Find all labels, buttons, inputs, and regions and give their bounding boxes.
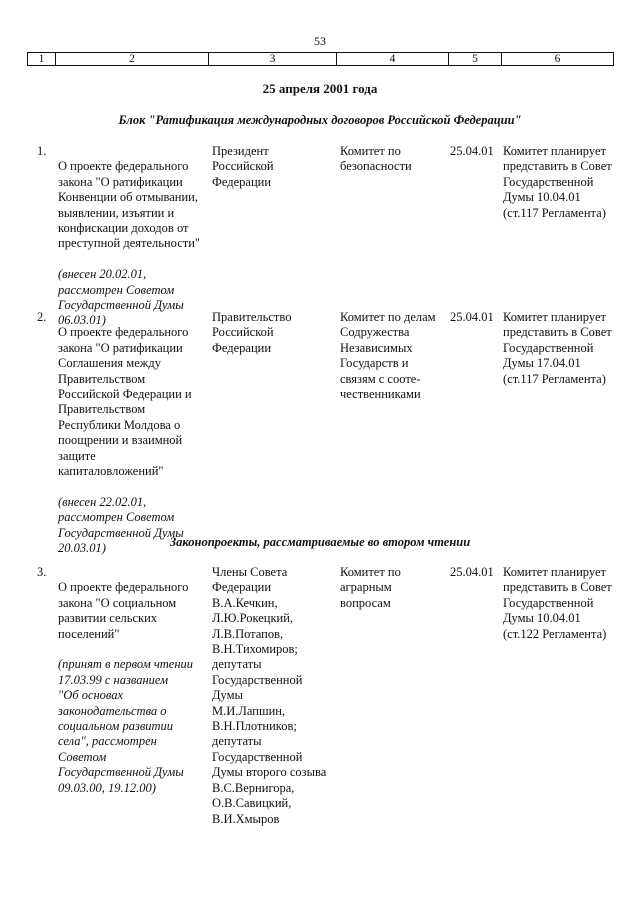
item-title-cell <box>58 565 208 812</box>
item-title: О проекте федерального закона "О социальном развитии сельских поселений" <box>58 580 189 641</box>
item-note: (внесен 20.02.01, рассмотрен Советом Государственной Думы 06.03.01) <box>58 267 184 328</box>
item-title: О проекте федерального закона "О ратификации Конвенции об отмывании, выявлении, изъятии и конфискации доходов от преступной деятельности" <box>58 159 200 251</box>
column-number-cell: 2 <box>56 53 209 66</box>
item-remark: Комитет планирует представить в Совет Государственной Думы 10.04.01 (ст.122 Регламента) <box>503 565 612 641</box>
item-initiator: Члены Совета Федерации В.А.Кечкин, Л.Ю.Рокецкий, Л.В.Потапов, В.Н.Тихомиров; депутаты Государственной Думы М.И.Лапшин, В.Н.Плотников; депутаты Государственной Думы второго созыва В.С.Вернигора, О.В.Савицкий, В.И.Хмыров <box>212 565 327 826</box>
item-date: 25.04.01 <box>450 144 494 158</box>
item-date: 25.04.01 <box>450 310 494 324</box>
column-number-cell: 4 <box>337 53 449 66</box>
item-number: 2. <box>37 310 47 324</box>
item-initiator: Правительство Российской Федерации <box>212 310 292 355</box>
item-initiator: Президент Российской Федерации <box>212 144 274 189</box>
item-note: (принят в первом чтении 17.03.99 с названием "Об основах законодательства о социальном развитии села", рассмотрен Советом Государственной Думы 09.03.00, 19.12.00) <box>58 657 194 795</box>
item-title-cell <box>58 310 208 572</box>
item-committee: Комитет по делам Содружества Независимых Государств и связям с сооте- чественниками <box>340 310 436 402</box>
item-note: (внесен 22.02.01, рассмотрен Советом Государственной Думы 20.03.01) <box>58 494 184 556</box>
column-number-cell: 3 <box>209 53 337 66</box>
page-number: 53 <box>314 34 326 48</box>
block-heading: Блок "Ратификация международных договоров Российской Федерации" <box>118 113 522 127</box>
column-number-cell: 1 <box>28 53 56 66</box>
item-number: 1. <box>37 144 47 158</box>
item-committee: Комитет по безопасности <box>340 144 412 174</box>
item-remark: Комитет планирует представить в Совет Государственной Думы 10.04.01 (ст.117 Регламента) <box>503 144 612 220</box>
column-number-cell: 5 <box>449 53 502 66</box>
item-committee: Комитет по аграрным вопросам <box>340 565 401 610</box>
column-number-header <box>27 52 614 66</box>
item-remark: Комитет планирует представить в Совет Государственной Думы 17.04.01 (ст.117 Регламента) <box>503 310 612 386</box>
item-number: 3. <box>37 565 47 579</box>
item-date: 25.04.01 <box>450 565 494 579</box>
item-title: О проекте федерального закона "О ратификации Соглашения между Правительством Российской Федерации и Правительством Республики Молдова о поощрении и взаимной защите капиталовложений" <box>58 325 192 479</box>
date-heading: 25 апреля 2001 года <box>262 81 378 96</box>
column-number-cell: 6 <box>502 53 614 66</box>
section-heading: Законопроекты, рассматриваемые во втором чтении <box>169 535 471 549</box>
